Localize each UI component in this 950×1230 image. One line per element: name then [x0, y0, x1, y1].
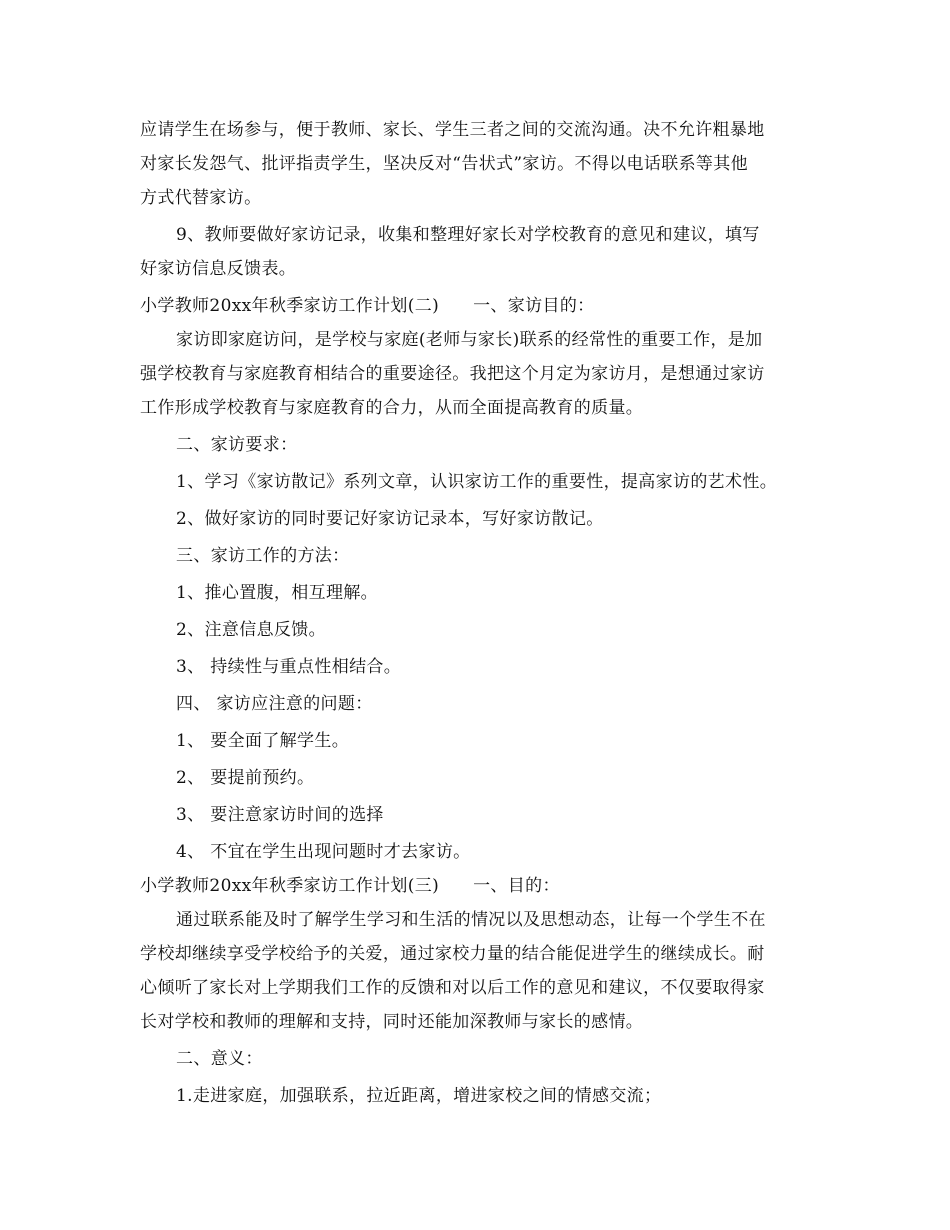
paragraph-line: 工作形成学校教育与家庭教育的合力，从而全面提高教育的质量。	[140, 398, 644, 418]
list-item: 2、注意信息反馈。	[176, 620, 326, 640]
paragraph-line: 家访即家庭访问，是学校与家庭(老师与家长)联系的经常性的重要工作，是加	[176, 330, 763, 350]
list-item: 2、 要提前预约。	[176, 768, 315, 788]
paragraph-line: 9、教师要做好家访记录，收集和整理好家长对学校教育的意见和建议，填写	[176, 225, 760, 245]
list-item: 二、意义：	[176, 1049, 263, 1069]
paragraph-line: 心倾听了家长对上学期我们工作的反馈和对以后工作的意见和建议，不仅要取得家	[140, 978, 765, 998]
list-item: 4、 不宜在学生出现问题时才去家访。	[176, 842, 471, 862]
section-heading-3	[140, 869, 812, 903]
list-item: 3、 持续性与重点性相结合。	[176, 657, 402, 677]
list-item: 2、做好家访的同时要记好家访记录本，写好家访散记。	[176, 509, 604, 529]
list-item: 1、 要全面了解学生。	[176, 731, 350, 751]
paragraph-line: 方式代替家访。	[140, 188, 262, 208]
list-item: 四、 家访应注意的问题：	[176, 694, 373, 714]
list-item: 1.走进家庭，加强联系，拉近距离，增进家校之间的情感交流；	[176, 1086, 662, 1106]
paragraph-line: 对家长发怨气、批评指责学生，坚决反对“告状式”家访。不得以电话联系等其他	[140, 154, 748, 174]
list-item: 3、 要注意家访时间的选择	[176, 805, 384, 825]
section-heading-2	[140, 289, 812, 323]
list-item: 二、家访要求：	[176, 435, 298, 455]
list-item: 1、推心置腹，相互理解。	[176, 583, 379, 603]
section-title: 小学教师20xx年秋季家访工作计划(二)	[140, 296, 440, 316]
paragraph-line: 通过联系能及时了解学生学习和生活的情况以及思想动态，让每一个学生不在	[176, 910, 766, 930]
list-item: 三、家访工作的方法：	[176, 546, 350, 566]
section-subtitle: 一、家访目的：	[473, 296, 595, 316]
paragraph-line: 好家访信息反馈表。	[140, 259, 297, 279]
paragraph-line: 学校却继续享受学校给予的关爱，通过家校力量的结合能促进学生的继续成长。耐	[140, 944, 765, 964]
section-subtitle: 一、目的：	[473, 876, 560, 896]
section-title: 小学教师20xx年秋季家访工作计划(三)	[140, 876, 440, 896]
paragraph-line: 强学校教育与家庭教育相结合的重要途径。我把这个月定为家访月，是想通过家访	[140, 364, 765, 384]
document-body	[140, 113, 812, 1113]
paragraph-line: 长对学校和教师的理解和支持，同时还能加深教师与家长的感情。	[140, 1012, 644, 1032]
list-item: 1、学习《家访散记》系列文章，认识家访工作的重要性，提高家访的艺术性。	[176, 472, 778, 492]
paragraph-line: 应请学生在场参与，便于教师、家长、学生三者之间的交流沟通。决不允许粗暴地	[140, 120, 765, 140]
